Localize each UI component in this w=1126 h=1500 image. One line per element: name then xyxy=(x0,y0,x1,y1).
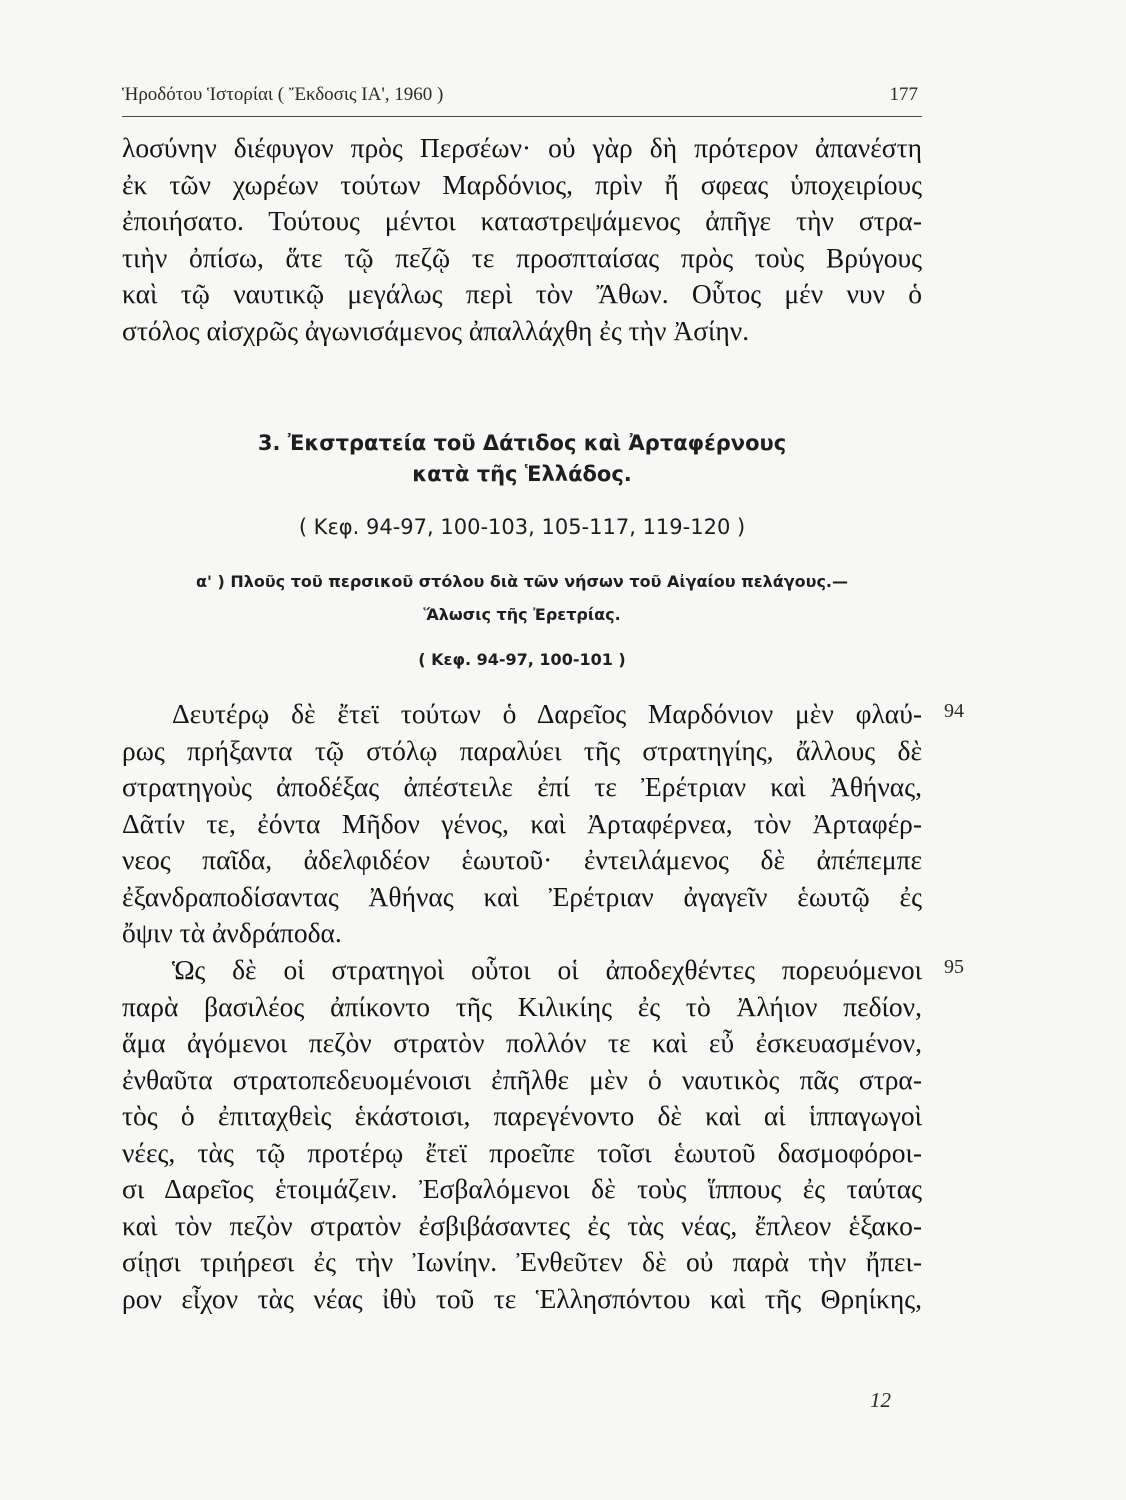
page-number: 177 xyxy=(889,84,918,105)
section-chapter-reference: ( Κεφ. 94-97, 100-103, 105-117, 119-120 ) xyxy=(298,515,746,539)
text-line: στόλος αἰσχρῶς ἀγωνισάμενος ἀπαλλάχθη ἐς τὴν Ἀσίην. xyxy=(122,314,750,346)
text-line: νεος παῖδα, ἀδελφιδέον ἑωυτοῦ· ἐντειλάμενος δὲ ἀπέπεμπε xyxy=(122,844,922,875)
text-line: νέες, τὰς τῷ προτέρῳ ἔτεϊ προεῖπε τοῖσι ἑωυτοῦ δασμοφόροι- xyxy=(122,1136,922,1168)
text-line: ἅμα ἀγόμενοι πεζὸν στρατὸν πολλόν τε καὶ εὖ ἐσκευασμένον, xyxy=(122,1027,922,1058)
header-rule xyxy=(122,116,922,117)
text-line: καὶ τῷ ναυτικῷ μεγάλως περὶ τὸν Ἄθων. Οὗτος μέν νυν ὁ xyxy=(122,278,922,309)
text-line: ἐκ τῶν χωρέων τούτων Μαρδόνιος, πρὶν ἤ σφεας ὑποχειρίους xyxy=(122,168,922,200)
text-line: ἐνθαῦτα στρατοπεδευομένοισι ἐπῆλθε μὲν ὁ ναυτικὸς πᾶς στρα- xyxy=(122,1063,922,1095)
text-line: τιὴν ὀπίσω, ἅτε τῷ πεζῷ τε προσπταίσας πρὸς τοὺς Βρύγους xyxy=(122,241,922,273)
subsection-chapter-reference: ( Κεφ. 94-97, 100-101 ) xyxy=(418,650,626,669)
text-line: Δᾶτίν τε, ἐόντα Μῆδον γένος, καὶ Ἀρταφέρνεα, τὸν Ἀρταφέρ- xyxy=(122,807,922,839)
text-line: τὸς ὁ ἐπιταχθεὶς ἑκάστοισι, παρεγένοντο δὲ καὶ αἱ ἱππαγωγοὶ xyxy=(122,1100,922,1131)
text-line: παρὰ βασιλέος ἀπίκοντο τῆς Κιλικίης ἐς τὸ Ἀλήιον πεδίον, xyxy=(122,990,922,1022)
running-head-title: Ἡροδότου Ἱστορίαι ( Ἔκδοσις ΙΑ', 1960 ) xyxy=(122,84,444,105)
text-line: λοσύνην διέφυγον πρὸς Περσέων· οὐ γὰρ δὴ πρότερον ἀπανέστη xyxy=(122,132,922,163)
text-line: ἐποιήσατο. Τούτους μέντοι καταστρεψάμενος ἀπῆγε τὴν στρα- xyxy=(122,205,922,236)
signature-mark: 12 xyxy=(870,1388,891,1412)
text-line: στρατηγοὺς ἀποδέξας ἀπέστειλε ἐπί τε Ἐρέτριαν καὶ Ἀθήνας, xyxy=(122,771,922,802)
text-line: ὄψιν τὰ ἀνδράποδα. xyxy=(122,917,342,948)
text-line: σίῃσι τριήρεσι ἐς τὴν Ἰωνίην. Ἐνθεῦτεν δὲ οὐ παρὰ τὴν ἤπει- xyxy=(122,1246,922,1277)
section-heading-line-2: κατὰ τῆς Ἑλλάδος. xyxy=(412,462,632,486)
paragraph-opening xyxy=(122,130,922,349)
paragraph-chapter-94 xyxy=(122,696,922,952)
text-line: καὶ τὸν πεζὸν στρατὸν ἐσβιβάσαντες ἐς τὰς νέας, ἔπλεον ἑξακο- xyxy=(122,1209,922,1241)
text-line: σι Δαρεῖος ἑτοιμάζειν. Ἐσβαλόμενοι δὲ τοὺς ἵππους ἐς ταύτας xyxy=(122,1173,922,1204)
subsection-heading-line-1: α' ) Πλοῦς τοῦ περσικοῦ στόλου διὰ τῶν νήσων τοῦ Αἰγαίου πελάγους.— xyxy=(195,572,848,591)
text-line: ρως πρήξαντα τῷ στόλῳ παραλύει τῆς στρατηγίης, ἄλλους δὲ xyxy=(122,734,922,766)
text-line: Ὡς δὲ οἱ στρατηγοὶ οὗτοι οἱ ἀποδεχθέντες πορευόμενοι xyxy=(172,954,922,985)
subsection-heading-line-2: Ἅλωσις τῆς Ἐρετρίας. xyxy=(423,605,621,624)
text-line: ἐξανδραποδίσαντας Ἀθήνας καὶ Ἐρέτριαν ἀγαγεῖν ἑωυτῷ ἐς xyxy=(122,880,922,912)
section-heading-line-1: 3. Ἐκστρατεία τοῦ Δάτιδος καὶ Ἀρταφέρνους xyxy=(257,431,787,455)
margin-chapter-number-95: 95 xyxy=(944,956,964,978)
text-line: ρον εἶχον τὰς νέας ἰθὺ τοῦ τε Ἑλλησπόντου καὶ τῆς Θρηίκης, xyxy=(122,1282,922,1314)
running-head xyxy=(122,84,922,110)
margin-chapter-number-94: 94 xyxy=(944,700,964,722)
text-line: Δευτέρῳ δὲ ἔτεϊ τούτων ὁ Δαρεῖος Μαρδόνιον μὲν φλαύ- xyxy=(172,698,922,729)
paragraph-chapter-95 xyxy=(122,952,922,1317)
